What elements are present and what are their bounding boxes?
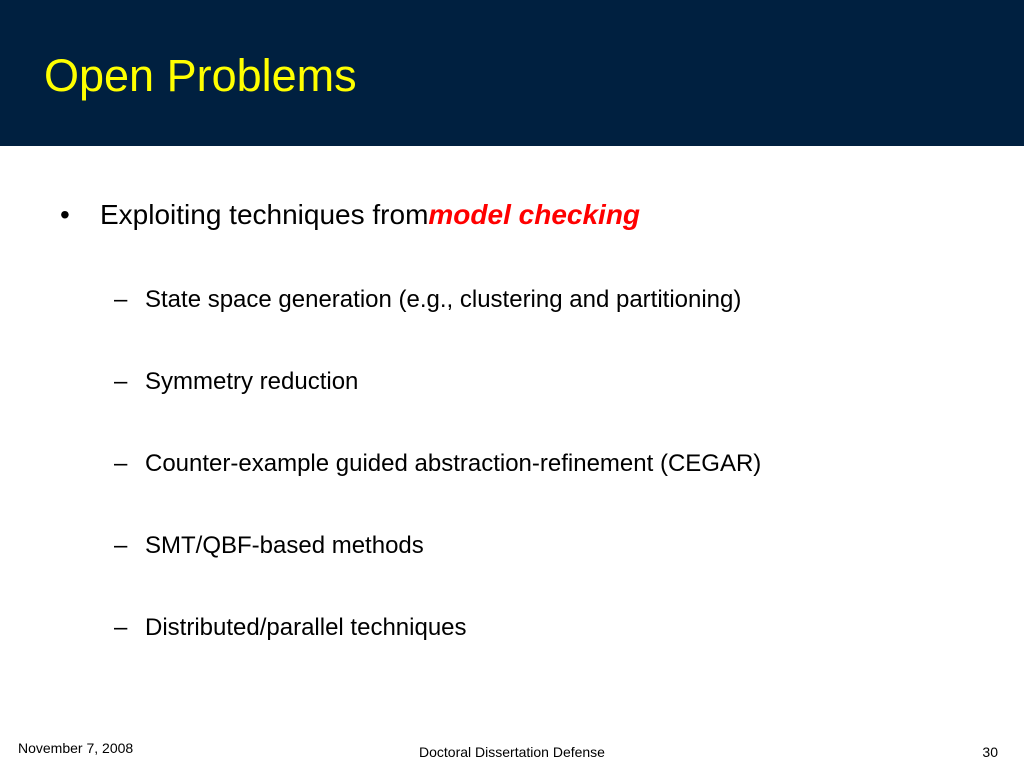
sub-item-distributed — [114, 611, 467, 645]
dash-icon: – — [114, 614, 128, 641]
footer-title: Doctoral Dissertation Defense — [419, 744, 605, 760]
bullet-icon: • — [60, 199, 70, 230]
sub-item-text: Distributed/parallel techniques — [145, 614, 467, 641]
sub-item-text: State space generation (e.g., clustering and partitioning) — [145, 286, 742, 313]
title-bar — [0, 0, 1024, 146]
sub-item-text: Counter-example guided abstraction-refinement (CEGAR) — [145, 450, 762, 477]
page-number: 30 — [982, 744, 998, 760]
main-bullet — [60, 195, 640, 235]
sub-item-text: SMT/QBF-based methods — [145, 532, 424, 559]
sub-item-state-space — [114, 283, 741, 317]
footer-date: November 7, 2008 — [18, 740, 134, 756]
sub-item-smt-qbf — [114, 529, 424, 563]
main-bullet-highlight: model checking — [428, 199, 641, 230]
sub-item-cegar — [114, 447, 761, 481]
dash-icon: – — [114, 450, 128, 477]
dash-icon: – — [114, 286, 128, 313]
dash-icon: – — [114, 532, 128, 559]
sub-item-text: Symmetry reduction — [145, 368, 359, 395]
dash-icon: – — [114, 368, 128, 395]
main-bullet-text: Exploiting techniques from — [100, 199, 429, 230]
sub-item-symmetry — [114, 365, 358, 399]
slide-title: Open Problems — [44, 50, 357, 101]
